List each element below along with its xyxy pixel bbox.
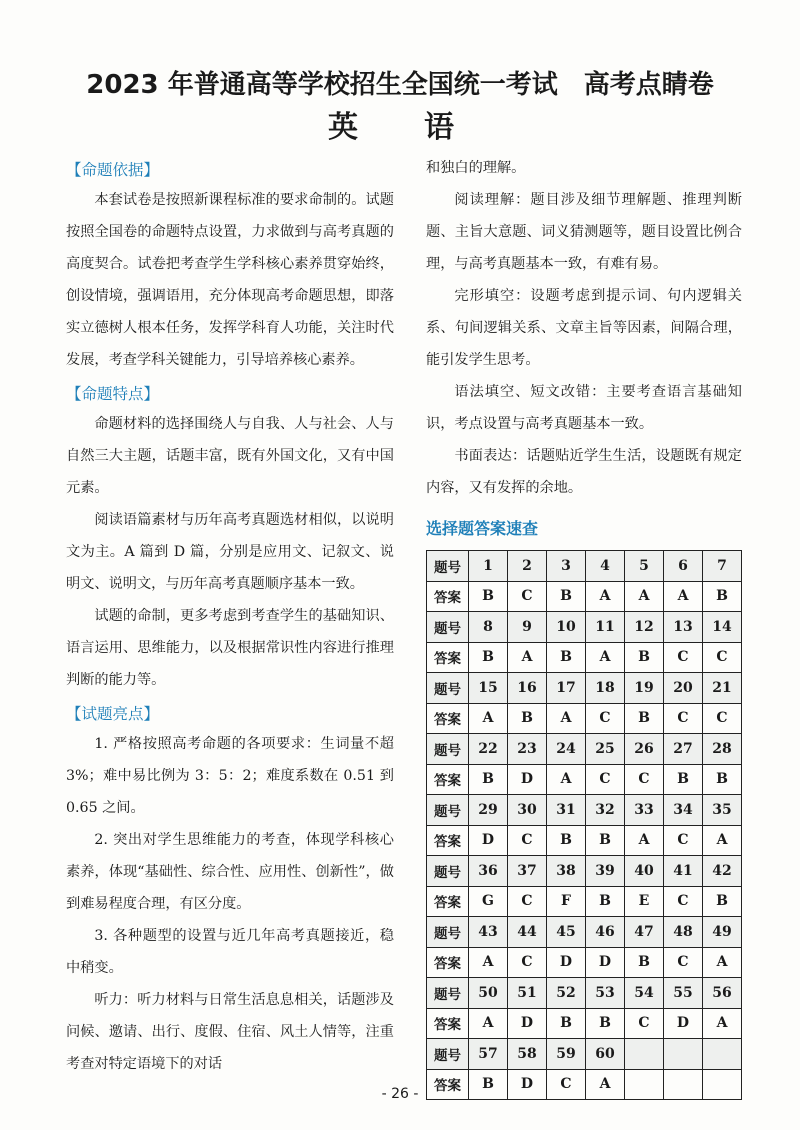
answer-label-cell: 答案	[427, 1069, 469, 1100]
answer-row	[427, 642, 742, 673]
answer-cell: B	[469, 642, 508, 673]
answer-cell: C	[547, 1069, 586, 1100]
answer-cell: C	[703, 703, 742, 734]
question-number-cell: 2	[508, 551, 547, 582]
question-number-cell: 39	[586, 856, 625, 887]
answer-cell: C	[508, 947, 547, 978]
answer-label-cell: 答案	[427, 825, 469, 856]
answer-cell: B	[586, 886, 625, 917]
question-number-cell: 49	[703, 917, 742, 948]
question-number-cell: 7	[703, 551, 742, 582]
answer-label-cell: 答案	[427, 642, 469, 673]
question-number-cell: 22	[469, 734, 508, 765]
question-number-cell: 45	[547, 917, 586, 948]
answer-cell: B	[703, 581, 742, 612]
question-number-cell: 26	[625, 734, 664, 765]
answer-row	[427, 886, 742, 917]
question-number-cell: 42	[703, 856, 742, 887]
highlights-paragraph-2: 2. 突出对学生思维能力的考查，体现学科核心素养，体现“基础性、综合性、应用性、创新性”，做到难易程度合理，有区分度。	[66, 832, 394, 912]
question-number-cell	[703, 1039, 742, 1070]
answer-cell: B	[625, 703, 664, 734]
answer-row	[427, 947, 742, 978]
question-number-cell: 30	[508, 795, 547, 826]
question-number-cell: 47	[625, 917, 664, 948]
answer-label-cell: 答案	[427, 947, 469, 978]
question-label-cell: 题号	[427, 917, 469, 948]
left-column	[66, 152, 394, 1080]
answer-cell: B	[508, 703, 547, 734]
question-number-cell: 60	[586, 1039, 625, 1070]
answer-cell: B	[664, 764, 703, 795]
answer-label-cell: 答案	[427, 581, 469, 612]
answer-cell: B	[625, 947, 664, 978]
answer-row	[427, 764, 742, 795]
question-number-row	[427, 978, 742, 1009]
writing-paragraph: 书面表达：话题贴近学生生活，设题既有规定内容，又有发挥的余地。	[426, 448, 742, 496]
answer-cell: B	[469, 581, 508, 612]
highlights-paragraph-3: 3. 各种题型的设置与近几年高考真题接近，稳中稍变。	[66, 928, 394, 976]
question-number-cell: 37	[508, 856, 547, 887]
question-number-cell: 40	[625, 856, 664, 887]
answer-cell: B	[703, 886, 742, 917]
answer-cell: C	[703, 642, 742, 673]
answer-cell: D	[508, 1069, 547, 1100]
question-number-cell: 58	[508, 1039, 547, 1070]
answer-label-cell: 答案	[427, 886, 469, 917]
question-number-cell: 24	[547, 734, 586, 765]
listening-paragraph-continued: 和独白的理解。	[426, 160, 526, 176]
question-number-cell: 1	[469, 551, 508, 582]
answer-cell: C	[508, 825, 547, 856]
question-number-row	[427, 734, 742, 765]
question-number-cell: 50	[469, 978, 508, 1009]
question-number-cell: 53	[586, 978, 625, 1009]
question-number-cell: 18	[586, 673, 625, 704]
answer-cell: B	[703, 764, 742, 795]
answer-cell: B	[625, 642, 664, 673]
question-number-cell: 10	[547, 612, 586, 643]
basis-paragraph: 本套试卷是按照新课程标准的要求命制的。试题按照全国卷的命题特点设置，力求做到与高考真题的高度契合。试卷把考查学生学科核心素养贯穿始终，创设情境，强调语用，充分体现高考命题思想，即落实立德树人根本任务，发挥学科育人功能，关注时代发展，考查学科关键能力，引导培养核心素养。	[66, 192, 394, 368]
subject-title: 英 语	[328, 110, 472, 145]
answer-row	[427, 825, 742, 856]
question-number-cell: 20	[664, 673, 703, 704]
answer-cell: A	[625, 825, 664, 856]
question-number-cell: 21	[703, 673, 742, 704]
highlights-paragraph-1: 1. 严格按照高考命题的各项要求：生词量不超 3%；难中易比例为 3：5：2；难度系数在 0.51 到 0.65 之间。	[66, 736, 394, 816]
question-number-cell: 54	[625, 978, 664, 1009]
answer-cell: C	[664, 642, 703, 673]
answer-cell: C	[508, 886, 547, 917]
question-number-cell: 27	[664, 734, 703, 765]
answer-cell: A	[547, 703, 586, 734]
answer-cell: A	[703, 947, 742, 978]
listening-paragraph: 听力：听力材料与日常生活息息相关，话题涉及问候、邀请、出行、度假、住宿、风土人情等，注重考查对特定语境下的对话	[66, 992, 394, 1072]
question-number-cell: 56	[703, 978, 742, 1009]
answer-key-table	[426, 550, 742, 1100]
answer-cell: A	[703, 1008, 742, 1039]
answer-cell: B	[586, 1008, 625, 1039]
basis-heading: 【命题依据】	[66, 161, 160, 179]
answer-cell: G	[469, 886, 508, 917]
question-number-cell: 32	[586, 795, 625, 826]
answer-cell: B	[547, 1008, 586, 1039]
question-label-cell: 题号	[427, 612, 469, 643]
question-number-row	[427, 673, 742, 704]
answer-cell: D	[586, 947, 625, 978]
question-label-cell: 题号	[427, 978, 469, 1009]
answer-row	[427, 581, 742, 612]
question-number-cell	[625, 1039, 664, 1070]
question-label-cell: 题号	[427, 1039, 469, 1070]
answer-cell: B	[547, 642, 586, 673]
highlights-heading: 【试题亮点】	[66, 705, 160, 723]
question-number-cell: 41	[664, 856, 703, 887]
answer-cell: A	[586, 1069, 625, 1100]
answer-label-cell: 答案	[427, 1008, 469, 1039]
question-number-row	[427, 612, 742, 643]
answer-cell: A	[625, 581, 664, 612]
question-label-cell: 题号	[427, 795, 469, 826]
answer-cell: B	[469, 1069, 508, 1100]
question-number-cell: 12	[625, 612, 664, 643]
answer-cell: B	[547, 581, 586, 612]
question-number-cell: 5	[625, 551, 664, 582]
question-number-cell: 29	[469, 795, 508, 826]
question-number-cell: 38	[547, 856, 586, 887]
features-paragraph-1: 命题材料的选择围绕人与自我、人与社会、人与自然三大主题，话题丰富，既有外国文化，又有中国元素。	[66, 416, 394, 496]
question-number-cell: 57	[469, 1039, 508, 1070]
answer-cell: B	[469, 764, 508, 795]
question-number-cell: 59	[547, 1039, 586, 1070]
answer-cell: A	[469, 947, 508, 978]
question-number-cell: 46	[586, 917, 625, 948]
question-number-cell: 3	[547, 551, 586, 582]
answer-cell: C	[664, 947, 703, 978]
question-number-row	[427, 551, 742, 582]
question-number-cell: 33	[625, 795, 664, 826]
right-column	[426, 152, 742, 1100]
question-number-cell: 28	[703, 734, 742, 765]
answer-cell: D	[508, 764, 547, 795]
question-number-cell: 44	[508, 917, 547, 948]
answer-cell: B	[547, 825, 586, 856]
answer-cell: A	[703, 825, 742, 856]
question-number-cell: 14	[703, 612, 742, 643]
answer-row	[427, 1008, 742, 1039]
page-number: - 26 -	[381, 1086, 419, 1102]
question-number-cell: 23	[508, 734, 547, 765]
question-number-cell: 55	[664, 978, 703, 1009]
answer-cell: C	[625, 1008, 664, 1039]
exam-title: 2023 年普通高等学校招生全国统一考试 高考点睛卷	[86, 70, 714, 100]
question-number-cell: 11	[586, 612, 625, 643]
answer-label-cell: 答案	[427, 703, 469, 734]
question-number-cell: 51	[508, 978, 547, 1009]
answer-cell: A	[508, 642, 547, 673]
answer-cell: C	[664, 825, 703, 856]
answer-cell: A	[547, 764, 586, 795]
features-heading: 【命题特点】	[66, 385, 160, 403]
question-number-cell: 16	[508, 673, 547, 704]
answer-cell: D	[508, 1008, 547, 1039]
answer-cell: C	[664, 703, 703, 734]
question-number-cell: 15	[469, 673, 508, 704]
question-number-cell: 31	[547, 795, 586, 826]
question-number-row	[427, 856, 742, 887]
answer-cell: D	[664, 1008, 703, 1039]
answer-cell: E	[625, 886, 664, 917]
question-number-cell: 52	[547, 978, 586, 1009]
answer-cell: F	[547, 886, 586, 917]
grammar-paragraph: 语法填空、短文改错：主要考查语言基础知识，考点设置与高考真题基本一致。	[426, 384, 742, 432]
answer-cell: C	[625, 764, 664, 795]
answer-cell: A	[586, 642, 625, 673]
answer-cell: C	[586, 764, 625, 795]
answer-cell: A	[469, 1008, 508, 1039]
answer-cell: A	[469, 703, 508, 734]
question-number-cell: 4	[586, 551, 625, 582]
question-number-cell: 48	[664, 917, 703, 948]
question-number-cell: 36	[469, 856, 508, 887]
cloze-paragraph: 完形填空：设题考虑到提示词、句内逻辑关系、句间逻辑关系、文章主旨等因素，间隔合理，能引发学生思考。	[426, 288, 742, 368]
features-paragraph-3: 试题的命制，更多考虑到考查学生的基础知识、语言运用、思维能力，以及根据常识性内容进行推理判断的能力等。	[66, 608, 394, 688]
question-number-cell: 34	[664, 795, 703, 826]
answer-label-cell: 答案	[427, 764, 469, 795]
answer-cell: A	[586, 581, 625, 612]
answer-cell: D	[547, 947, 586, 978]
answer-cell: C	[508, 581, 547, 612]
question-number-cell	[664, 1039, 703, 1070]
question-number-cell: 19	[625, 673, 664, 704]
answer-cell: C	[586, 703, 625, 734]
question-label-cell: 题号	[427, 856, 469, 887]
question-number-cell: 17	[547, 673, 586, 704]
question-number-row	[427, 917, 742, 948]
question-number-cell: 6	[664, 551, 703, 582]
question-number-cell: 25	[586, 734, 625, 765]
question-number-cell: 35	[703, 795, 742, 826]
question-label-cell: 题号	[427, 673, 469, 704]
answer-cell: B	[586, 825, 625, 856]
answer-cell: C	[664, 886, 703, 917]
features-paragraph-2: 阅读语篇素材与历年高考真题选材相似，以说明文为主。A 篇到 D 篇，分别是应用文、记叙文、说明文、说明文，与历年高考真题顺序基本一致。	[66, 512, 394, 592]
question-number-cell: 43	[469, 917, 508, 948]
question-number-row	[427, 1039, 742, 1070]
question-number-cell: 8	[469, 612, 508, 643]
question-number-cell: 9	[508, 612, 547, 643]
question-number-row	[427, 795, 742, 826]
answer-cell: A	[664, 581, 703, 612]
answer-key-title: 选择题答案速查	[426, 519, 539, 538]
answer-row	[427, 703, 742, 734]
question-label-cell: 题号	[427, 734, 469, 765]
reading-paragraph: 阅读理解：题目涉及细节理解题、推理判断题、主旨大意题、词义猜测题等，题目设置比例合理，与高考真题基本一致，有难有易。	[426, 192, 742, 272]
question-number-cell: 13	[664, 612, 703, 643]
question-label-cell: 题号	[427, 551, 469, 582]
answer-cell: D	[469, 825, 508, 856]
